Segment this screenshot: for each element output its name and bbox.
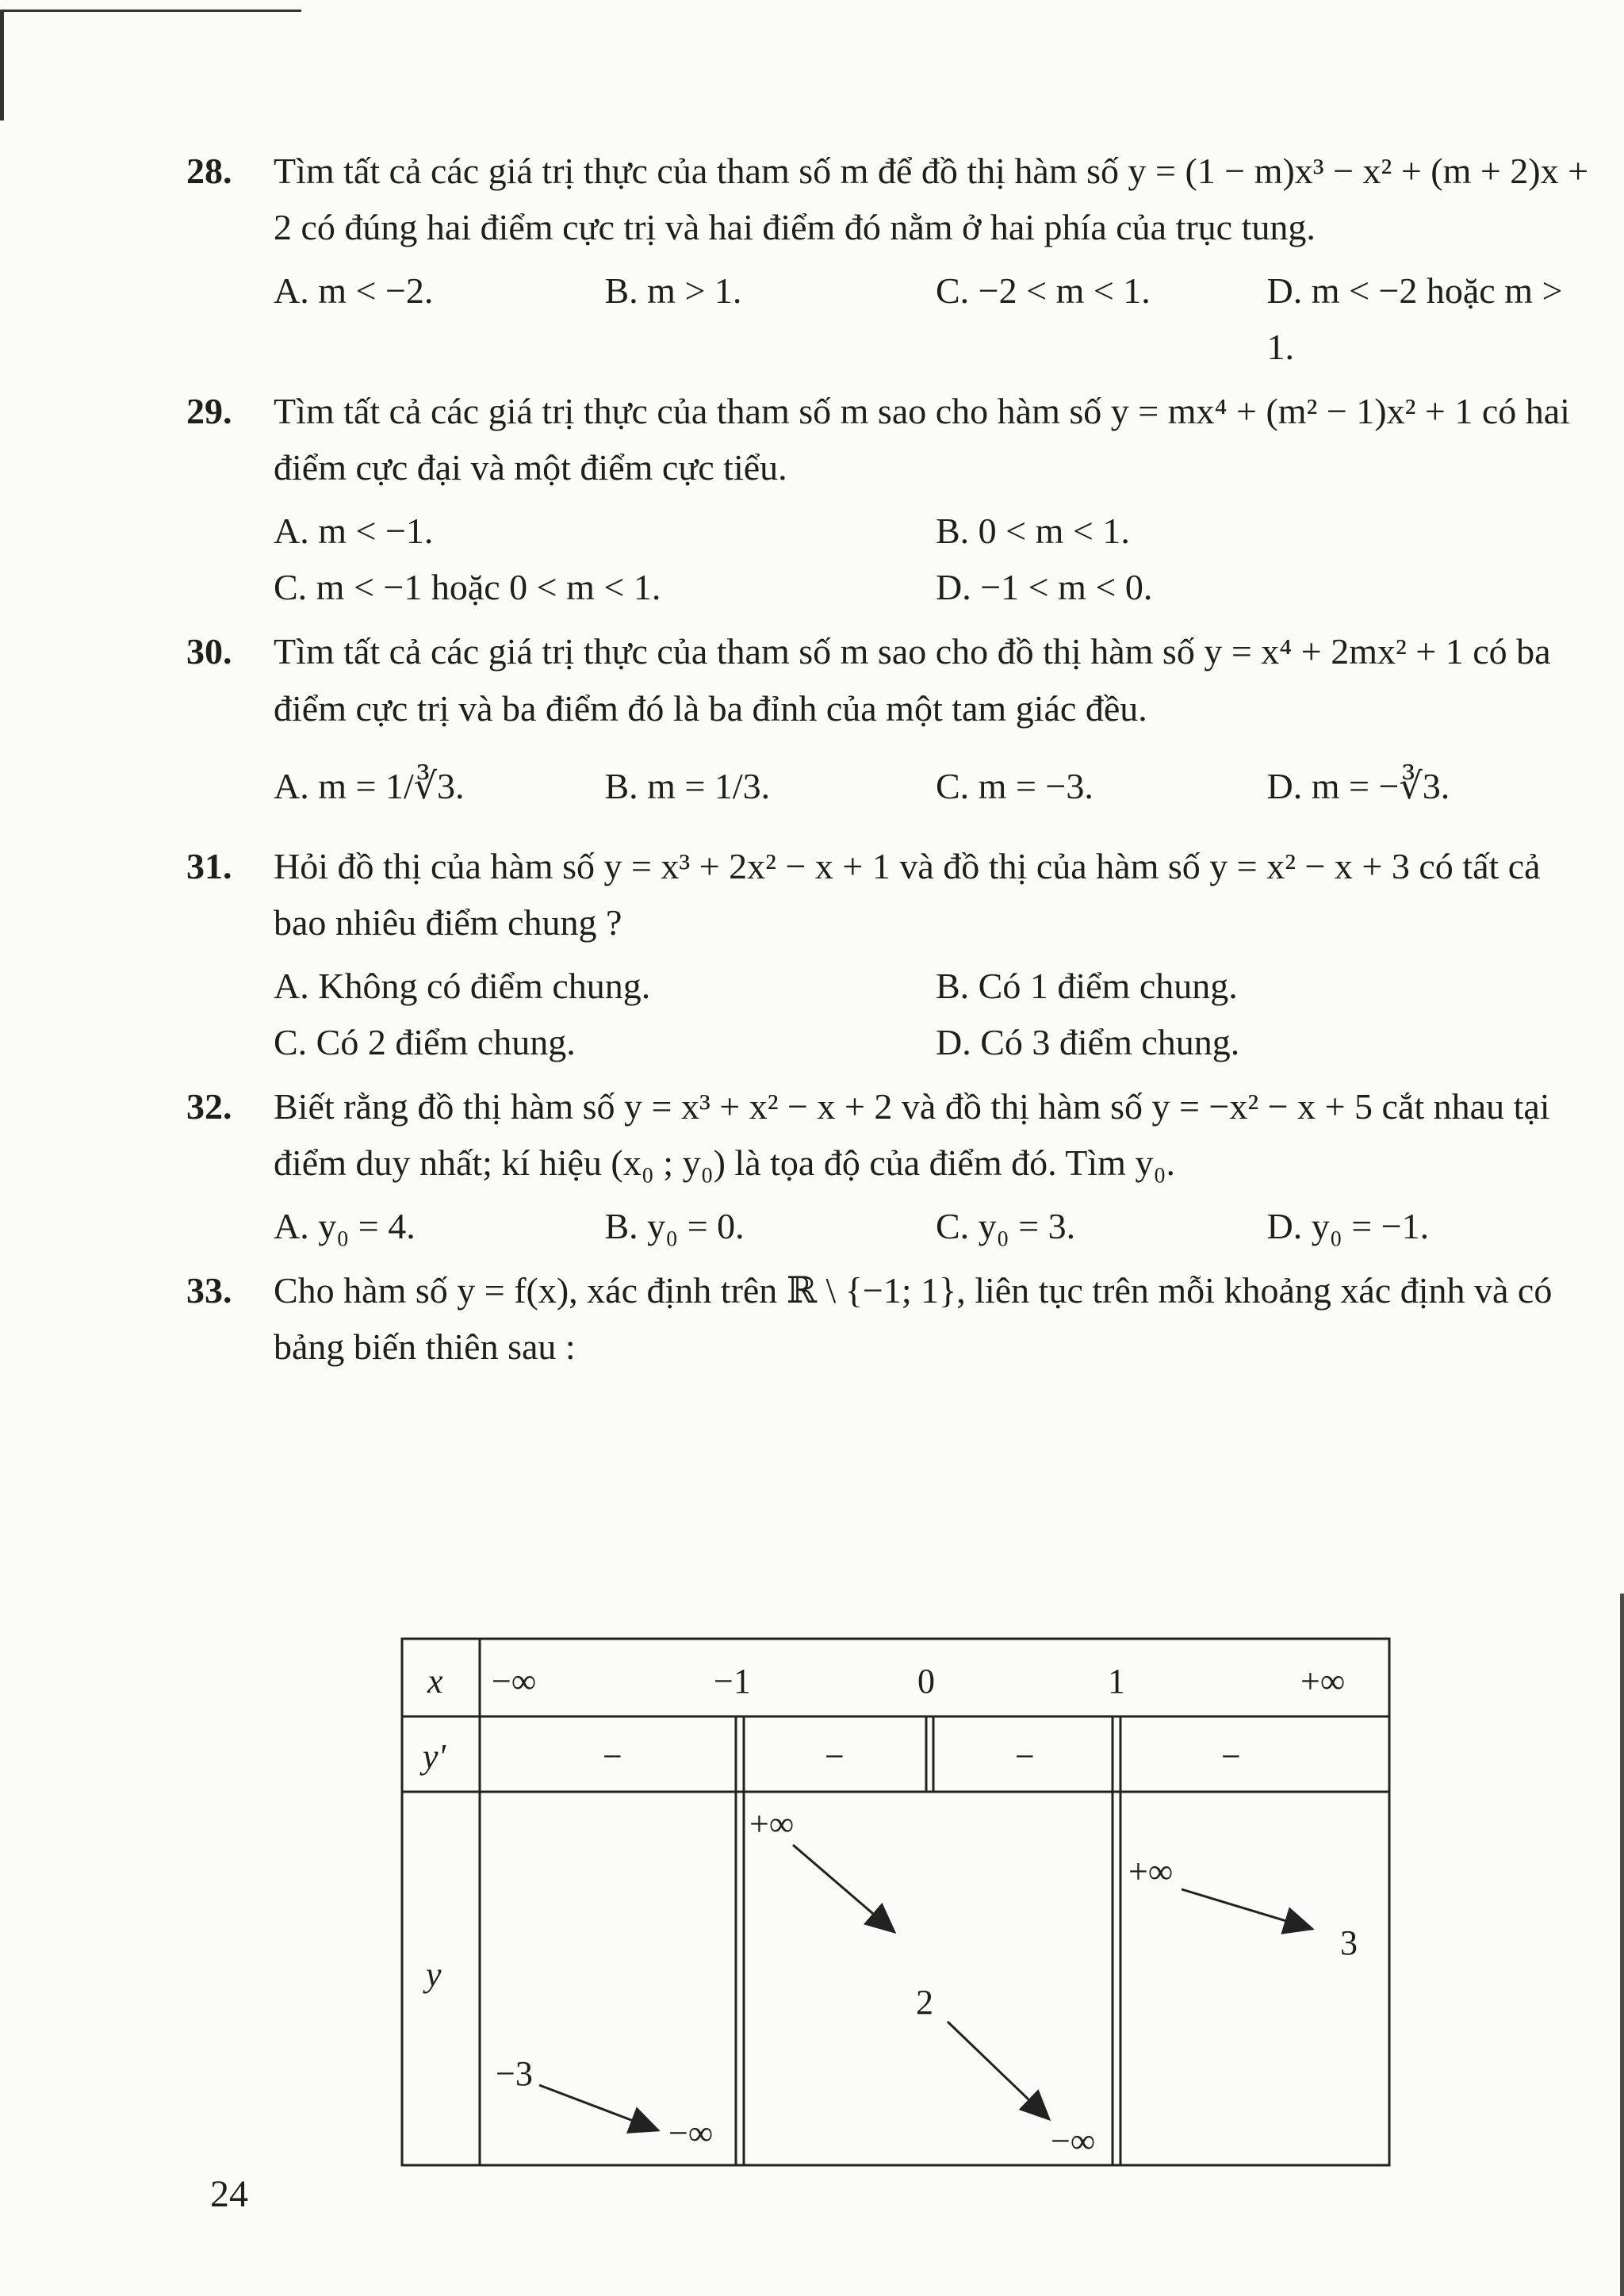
option-c: C. Có 2 điểm chung.: [274, 1021, 576, 1062]
option-d: D. m = −∛3.: [1266, 766, 1450, 807]
problem-text: Tìm tất cả các giá trị thực của tham số m để đồ thị hàm số y = (1 − m)x³ − x² + (m + 2)x + 2 có đúng hai điểm cực trị và hai điểm đó nằm ở hai phía của trục tung.: [274, 151, 1589, 248]
problem-text: Biết rằng đồ thị hàm số y = x³ + x² − x + 2 và đồ thị hàm số y = −x² − x + 5 cắt nhau tại điểm duy nhất; kí hiệu (x₀ ; y₀) là tọa độ của điểm đó. Tìm y₀.: [274, 1086, 1550, 1184]
answer-options: [274, 262, 1598, 376]
row-label-y: y: [426, 1955, 442, 1994]
option-a: A. Không có điểm chung.: [274, 965, 651, 1006]
option-b: B. m > 1.: [604, 270, 742, 311]
y-value: 2: [916, 1983, 933, 2022]
option-b: B. y₀ = 0.: [604, 1205, 745, 1246]
problem-28: [186, 143, 1598, 375]
page-number: 24: [210, 2173, 248, 2215]
problem-text: Tìm tất cả các giá trị thực của tham số m sao cho hàm số y = mx⁴ + (m² − 1)x² + 1 có hai điểm cực đại và một điểm cực tiểu.: [274, 391, 1570, 488]
option-d: D. y₀ = −1.: [1266, 1205, 1430, 1246]
decreasing-arrow: [948, 2022, 1049, 2119]
answer-options: [274, 1198, 1598, 1254]
y-value: −3: [496, 2054, 533, 2093]
problem-text: Cho hàm số y = f(x), xác định trên ℝ \ {−1; 1}, liên tục trên mỗi khoảng xác định và có bảng biến thiên sau :: [274, 1270, 1553, 1368]
x-value: 1: [1108, 1662, 1125, 1701]
decreasing-arrow: [539, 2085, 658, 2130]
option-d: D. −1 < m < 0.: [936, 567, 1153, 608]
problem-number: 31.: [186, 845, 232, 886]
option-b: B. m = 1/3.: [604, 766, 771, 807]
option-a: A. y₀ = 4.: [274, 1205, 416, 1246]
option-b: B. Có 1 điểm chung.: [936, 965, 1238, 1006]
y-value: 3: [1340, 1923, 1358, 1962]
problem-number: 33.: [186, 1270, 232, 1311]
variation-table-svg: [400, 1637, 1392, 2168]
decreasing-arrow: [1182, 1889, 1312, 1929]
page-edge-left: [0, 10, 4, 121]
problem-31: [186, 838, 1598, 1070]
option-b: B. 0 < m < 1.: [936, 510, 1130, 551]
problem-32: [186, 1078, 1598, 1254]
decreasing-arrow: [793, 1845, 894, 1932]
option-c: C. y₀ = 3.: [936, 1205, 1076, 1246]
option-a: A. m = 1/∛3.: [274, 766, 465, 807]
page-edge-right: [1620, 1594, 1624, 2296]
problem-number: 29.: [186, 391, 232, 432]
problem-33: [186, 1262, 1598, 1376]
option-a: A. m < −2.: [274, 270, 434, 311]
x-value: −1: [714, 1662, 751, 1701]
y-value: +∞: [1128, 1852, 1174, 1891]
y-value: −∞: [1051, 2122, 1096, 2160]
y-prime-sign: −: [825, 1737, 845, 1776]
problem-list: [186, 143, 1598, 1376]
table-border: [402, 1639, 1389, 2165]
answer-options: [274, 743, 1598, 830]
problem-30: [186, 623, 1598, 830]
x-value: 0: [917, 1662, 935, 1701]
row-label-y-prime: y': [423, 1737, 446, 1776]
problem-text: Tìm tất cả các giá trị thực của tham số m sao cho đồ thị hàm số y = x⁴ + 2mx² + 1 có ba điểm cực trị và ba điểm đó là ba đỉnh của một tam giác đều.: [274, 631, 1551, 729]
y-prime-sign: −: [1015, 1737, 1035, 1776]
y-value: −∞: [668, 2114, 714, 2152]
problem-number: 30.: [186, 631, 232, 672]
x-value: +∞: [1300, 1662, 1346, 1701]
answer-options: [274, 958, 1598, 1071]
row-label-x: x: [427, 1662, 443, 1701]
option-a: A. m < −1.: [274, 510, 434, 551]
option-d: D. Có 3 điểm chung.: [936, 1021, 1240, 1062]
problem-29: [186, 383, 1598, 615]
page-edge-top: [0, 10, 301, 12]
x-value: −∞: [492, 1662, 537, 1701]
answer-options: [274, 503, 1598, 616]
y-value: +∞: [749, 1804, 795, 1843]
option-c: C. m < −1 hoặc 0 < m < 1.: [274, 567, 661, 608]
option-c: C. m = −3.: [936, 766, 1094, 807]
problem-number: 32.: [186, 1086, 232, 1127]
variation-table: [400, 1637, 1392, 2172]
option-c: C. −2 < m < 1.: [936, 270, 1151, 311]
y-prime-sign: −: [1221, 1737, 1241, 1776]
option-d: D. m < −2 hoặc m > 1.: [1266, 270, 1563, 367]
problem-number: 28.: [186, 151, 232, 191]
problem-text: Hỏi đồ thị của hàm số y = x³ + 2x² − x + 1 và đồ thị của hàm số y = x² − x + 3 có tất cả bao nhiêu điểm chung ?: [274, 845, 1541, 943]
y-prime-sign: −: [603, 1737, 622, 1776]
